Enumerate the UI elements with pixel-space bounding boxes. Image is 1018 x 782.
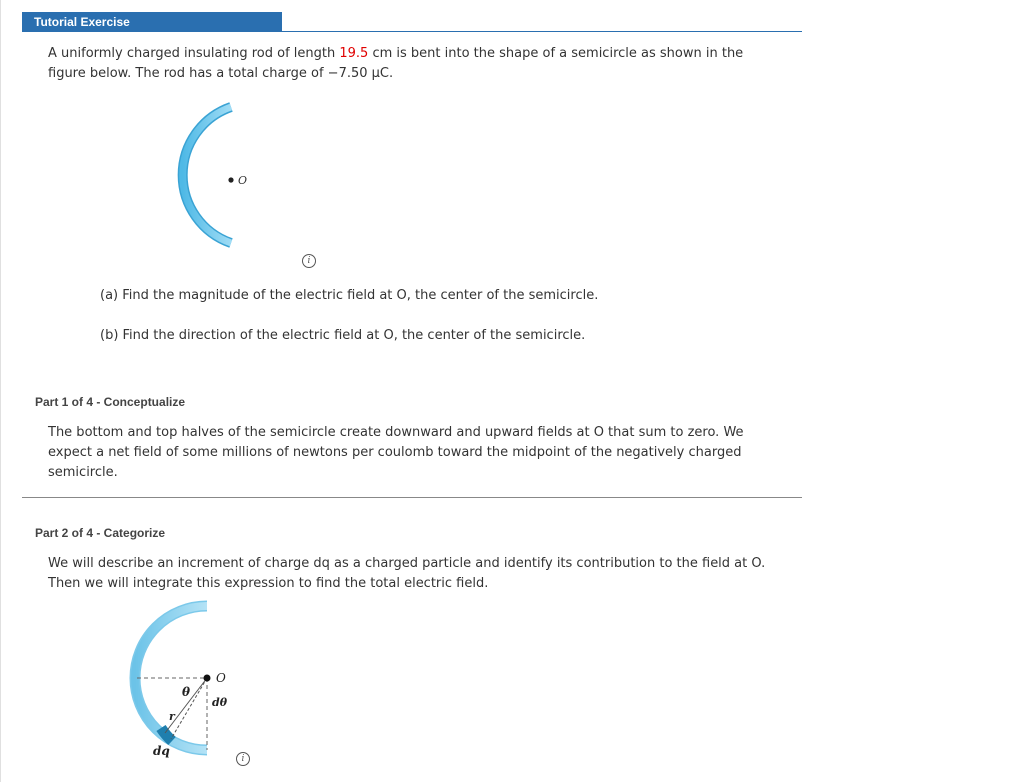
left-border <box>0 0 1 782</box>
info-icon-2[interactable]: i <box>236 752 250 766</box>
header-title: Tutorial Exercise <box>22 12 282 32</box>
rod-arc <box>183 107 231 243</box>
center-point-o-2 <box>204 675 211 682</box>
part2-title: Part 2 of 4 - Categorize <box>35 526 166 540</box>
theta-label: θ <box>182 685 191 699</box>
dtheta-label: dθ <box>212 696 228 709</box>
intro-text-2: cm is bent into the shape of a semicircle as shown in the figure below. The rod has a total charge of −7.50 μC. <box>48 46 744 81</box>
header-underline <box>22 31 802 32</box>
r-label: r <box>169 710 175 723</box>
info-icon[interactable]: i <box>302 254 316 268</box>
semicircle-figure <box>140 95 330 275</box>
question-b: (b) Find the direction of the electric field at O, the center of the semicircle. <box>100 328 586 343</box>
length-value: 19.5 <box>339 46 369 61</box>
dq-segment <box>161 728 172 741</box>
center-label-o-2: O <box>216 671 226 685</box>
part1-text: The bottom and top halves of the semicircle create downward and upward fields at O that sum to zero. We expect a net field of some millions of newtons per coulomb toward the midpoint of the negatively charged semicircle. <box>48 425 744 480</box>
part1-title: Part 1 of 4 - Conceptualize <box>35 395 186 409</box>
question-a: (a) Find the magnitude of the electric field at O, the center of the semicircle. <box>100 288 599 303</box>
dq-label: dq <box>153 744 170 758</box>
section-divider <box>22 497 802 498</box>
center-label-o: O <box>238 174 248 187</box>
charge-element-figure <box>125 598 265 773</box>
center-point-o <box>228 177 233 182</box>
part2-text: We will describe an increment of charge dq as a charged particle and identify its contribution to the field at O. Then we will integrate this expression to find the total electric field. <box>48 556 766 591</box>
problem-intro <box>48 44 768 84</box>
intro-text-1: A uniformly charged insulating rod of length <box>48 46 340 61</box>
